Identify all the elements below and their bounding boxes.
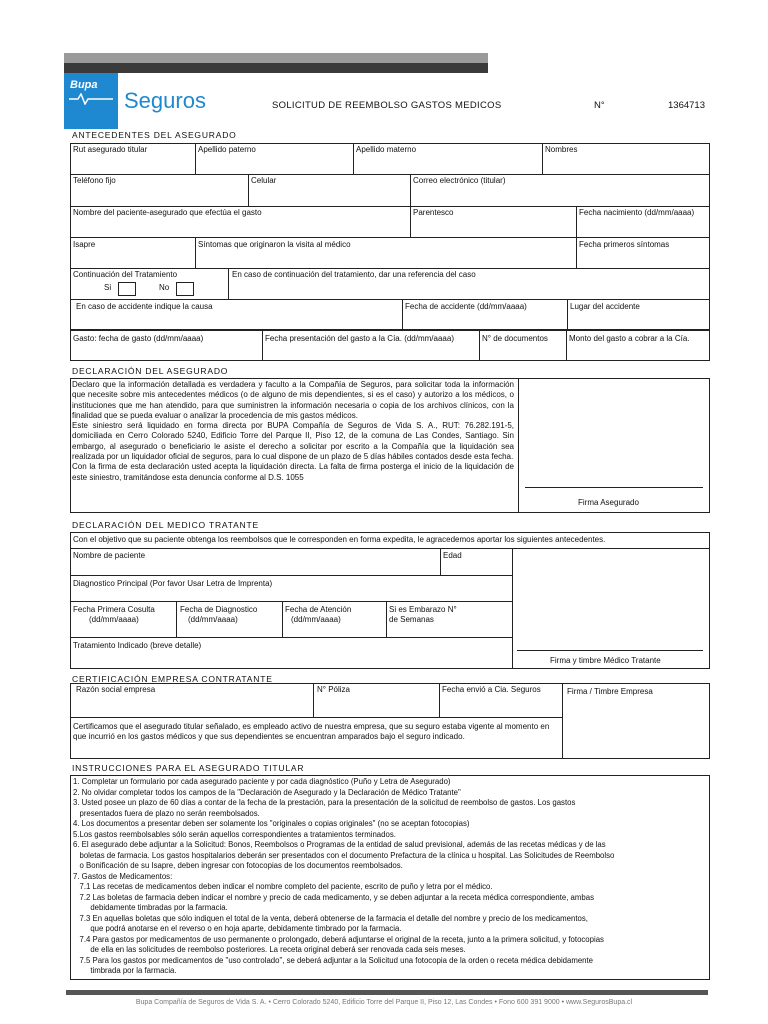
divider [562,683,563,759]
instruccion-line: presentados fuera de plazo no serán reembolsados. [73,808,260,818]
divider [70,206,710,207]
divider [542,143,543,174]
field-monto[interactable]: Monto del gasto a cobrar a la Cía. [569,334,690,343]
field-poliza[interactable]: N° Póliza [317,685,350,694]
instruccion-line: 1. Completar un formulario por cada asegurado paciente y por cada diagnóstico (Puño y Letra de Asegurado) [73,777,451,786]
field-sintomas[interactable]: Síntomas que originaron la visita al médico [198,240,351,249]
divider [248,174,249,206]
divider [195,143,196,174]
divider [567,299,568,330]
firma-empresa[interactable]: Firma / Timbre Empresa [567,687,653,696]
divider [512,548,513,669]
field-medico-nombre-paciente[interactable]: Nombre de paciente [73,551,146,560]
field-fecha-diagnostico[interactable] [180,605,257,625]
divider [70,268,710,269]
section-title-declaracion: DECLARACIÓN DEL ASEGURADO [72,366,229,376]
instruccion-line: 7.2 Las boletas de farmacia deben indicar el nombre y precio de cada medicamento, y se deben adjuntar a la receta médica correspondiente, ambas [73,892,594,902]
number-value: 1364713 [668,100,705,111]
divider [70,637,512,638]
field-edad[interactable]: Edad [443,551,462,560]
divider [402,299,403,330]
document-title: SOLICITUD DE REEMBOLSO GASTOS MEDICOS [272,100,502,111]
footer-bar [66,990,708,995]
instruccion-line: 4. Los documentos a presentar deben ser solamente los "originales o copias originales" (no se aceptan fotocopias) [73,819,470,828]
field-accidente-causa[interactable]: En caso de accidente indique la causa [76,302,213,311]
field-apellido-materno[interactable]: Apellido materno [356,145,417,154]
option-no-label: No [159,283,170,292]
divider [70,575,512,576]
divider [70,174,710,175]
section-title-instrucciones: INSTRUCCIONES PARA EL ASEGURADO TITULAR [72,763,305,773]
divider [176,601,177,637]
declaracion-paragraph-2: Este siniestro será liquidado en forma directa por BUPA Compañía de Seguros de Vida S. A., RUT: 76.282.191-5, domiciliada en Cerro Colorado 5240, Edificio Torre del Parque II, Piso 12, de la comuna de Las Condes, Santiago. Sin embargo, al asegurado o beneficiario le asiste el derecho a solicitar por escrito a la Compañía que la liquidación sea realizada por un liquidador oficial de seguros, para lo cual dispone de un plazo de 5 días hábiles contados desde esta fecha. [72,421,514,462]
instruccion-line: timbrada por la farmacia. [73,966,177,975]
field-embarazo[interactable] [389,605,457,625]
instruccion-line: boletas de farmacia. Los gastos hospitalarios deberán ser presentados con el documento Prefactura de la clínica u hospital. Las Solicitudes de Reembolso [73,850,615,860]
section-title-empresa: CERTIFICACIÓN EMPRESA CONTRATANTE [72,674,273,684]
divider [282,601,283,637]
divider [576,206,577,237]
divider [70,548,710,549]
divider [566,330,567,361]
field-gasto-fecha[interactable]: Gasto: fecha de gasto (dd/mm/aaaa) [73,334,204,343]
instruccion-line: debidamente timbradas por la farmacia. [73,903,228,912]
footer-text: Bupa Compañía de Seguros de Vida S. A. • Cerro Colorado 5240, Edificio Torre del Parque II, Piso 12, Las Condes • Fono 600 391 9000 • www.SegurosBupa.cl [135,999,633,1006]
instrucciones-list [73,777,707,977]
field-razon-social[interactable]: Razón social empresa [76,685,156,694]
field-fecha-envio[interactable]: Fecha envió a Cia. Seguros [442,685,541,694]
field-continuacion: Continuación del Tratamiento [73,270,178,279]
number-label: N° [594,100,605,111]
field-nombre-paciente[interactable]: Nombre del paciente-asegurado que efectúa el gasto [73,208,262,217]
divider [410,174,411,206]
divider [440,548,441,575]
divider [386,601,387,637]
logo-text: Seguros [124,88,206,113]
field-celular[interactable]: Celular [251,176,277,185]
field-lugar-accidente[interactable]: Lugar del accidente [570,302,640,311]
logo-small-text: Bupa [70,79,98,91]
divider [262,330,263,361]
medico-intro: Con el objetivo que su paciente obtenga los reembolsos que le corresponden en forma expedita, le agracedemos aportar los siguientes antecedentes. [73,535,606,544]
firma-asegurado[interactable]: Firma Asegurado [578,498,639,507]
fecha-atencion-format: (dd/mm/aaaa) [291,615,341,624]
checkbox-no[interactable] [176,282,194,296]
divider [439,683,440,717]
divider [70,299,710,300]
divider [479,330,480,361]
divider [70,601,512,602]
fecha-atencion-label: Fecha de Atención [285,605,352,614]
declaracion-text [72,380,514,483]
field-nombres[interactable]: Nombres [545,145,578,154]
field-fecha-presentacion[interactable]: Fecha presentación del gasto a la Cía. (dd/mm/aaaa) [265,334,454,343]
field-apellido-paterno[interactable]: Apellido paterno [198,145,256,154]
empresa-certificacion: Certificamos que el asegurado titular señalado, es empleado activo de nuestra empresa, que su seguro estaba vigente al momento en que incurrió en los gastos médicos y que sus dependientes se encuentran amparados bajo el seguro indicado. [73,722,550,741]
field-tratamiento[interactable]: Tratamiento Indicado (breve detalle) [73,641,202,650]
instruccion-line: 2. No olvidar completar todos los campos de la "Declaración de Asegurado y la Declaración de Médico Tratante" [73,787,461,797]
signature-line [525,487,703,488]
embarazo-label: Si es Embarazo N° [389,605,457,614]
firma-medico[interactable]: Firma y timbre Médico Tratante [550,656,661,665]
field-fecha-accidente[interactable]: Fecha de accidente (dd/mm/aaaa) [405,302,527,311]
field-fecha-nacimiento[interactable]: Fecha nacimiento (dd/mm/aaaa) [579,208,695,217]
field-fecha-sintomas[interactable]: Fecha primeros síntomas [579,240,670,249]
field-telefono[interactable]: Teléfono fijo [73,176,116,185]
divider [228,268,229,299]
field-parentesco[interactable]: Parentesco [413,208,454,217]
field-fecha-atencion[interactable] [285,605,351,625]
field-fecha-consulta[interactable] [73,605,155,625]
instruccion-line: 7. Gastos de Medicamentos: [73,871,173,881]
option-si-label: Si [104,283,112,292]
divider [313,683,314,717]
instruccion-line: o Bonificación de su Isapre, deben ingresar con fotocopias de los documentos reembolsados. [73,861,403,870]
field-rut[interactable]: Rut asegurado titular [73,145,148,154]
declaracion-paragraph-1: Declaro que la información detallada es verdadera y faculto a la Compañía de Seguros, para solicitar toda la información que necesite sobre mis antecedentes médicos (o de alguno de mis dependientes, si es el caso) y autorizo a los médicos, o instituciones que me han atendido, para que suministren la información necesaria o copia de los archivos clínicos, con la finalidad que se pueda evaluar o analizar la procedencia de mis gastos médicos. [72,380,514,420]
fecha-consulta-format: (dd/mm/aaaa) [89,615,139,624]
embarazo-label-2: de Semanas [389,615,434,624]
instruccion-line: 5.Los gastos reembolsables sólo serán aquellos correspondientes a tratamientos terminados. [73,829,396,839]
declaracion-paragraph-3: Con la firma de esta declaración usted acepta la liquidación directa. La falta de firma posterga el inicio de la liquidación de este siniestro, tramitándose esta denuncia conforme al D.S. 1055 [72,462,514,482]
instruccion-line: de ella en las solicitudes de reembolso posteriores. La receta original deberá ser renovada cada seis meses. [73,945,466,954]
divider [410,206,411,237]
bupa-logo-icon [64,73,118,129]
field-isapre[interactable]: Isapre [73,240,96,249]
fecha-consulta-label: Fecha Primera Cosulta [73,605,155,614]
field-num-documentos[interactable]: N° de documentos [482,334,548,343]
field-diagnostico[interactable]: Diagnostico Principal (Por favor Usar Letra de Imprenta) [73,579,273,588]
fecha-diagnostico-label: Fecha de Diagnostico [180,605,258,614]
fecha-diagnostico-format: (dd/mm/aaaa) [188,615,238,624]
divider [518,378,519,513]
divider [576,237,577,268]
section-title-asegurado: ANTECEDENTES DEL ASEGURADO [72,130,237,140]
signature-line [517,650,703,651]
section-title-medico: DECLARACIÓN DEL MEDICO TRATANTE [72,520,259,530]
header-bar [64,53,488,73]
instruccion-line: 7.4 Para gastos por medicamentos de uso permanente o prolongado, deberá adjuntarse el original de la receta, junto a la primera solicitud, y fotocopias [73,934,604,944]
field-correo[interactable]: Correo electrónico (titular) [413,176,506,185]
instruccion-line: 7.1 Las recetas de medicamentos deben indicar el nombre completo del paciente, escrito de puño y letra por el médico. [73,882,493,891]
instruccion-line: que podrá anotarse en el reverso o en hoja aparte, debidamente timbrado por la farmacia. [73,924,402,933]
checkbox-si[interactable] [118,282,136,296]
divider [70,237,710,238]
instruccion-line: 7.3 En aquellas boletas que sólo indiquen el total de la venta, deberá obtenerse de la farmacia el detalle del nombre y precio de los medicamentos, [73,913,588,923]
instruccion-line: 3. Usted posee un plazo de 60 días a contar de la fecha de la prestación, para la presentación de la solicitud de reembolso de gastos. Los gastos [73,798,576,807]
instruccion-line: 6. El asegurado debe adjuntar a la Solicitud: Bonos, Reembolsos o Programas de la entidad de salud previsional, además de las recetas médicas y de las [73,840,606,849]
instruccion-line: 7.5 Para los gastos por medicamentos de "uso controlado", se deberá adjuntar a la Solicitud una fotocopia de la orden o receta médica debidamente [73,955,594,965]
field-continuacion-ref[interactable]: En caso de continuación del tratamiento, dar una referencia del caso [232,270,476,279]
divider [353,143,354,174]
divider [195,237,196,268]
divider [70,717,562,718]
